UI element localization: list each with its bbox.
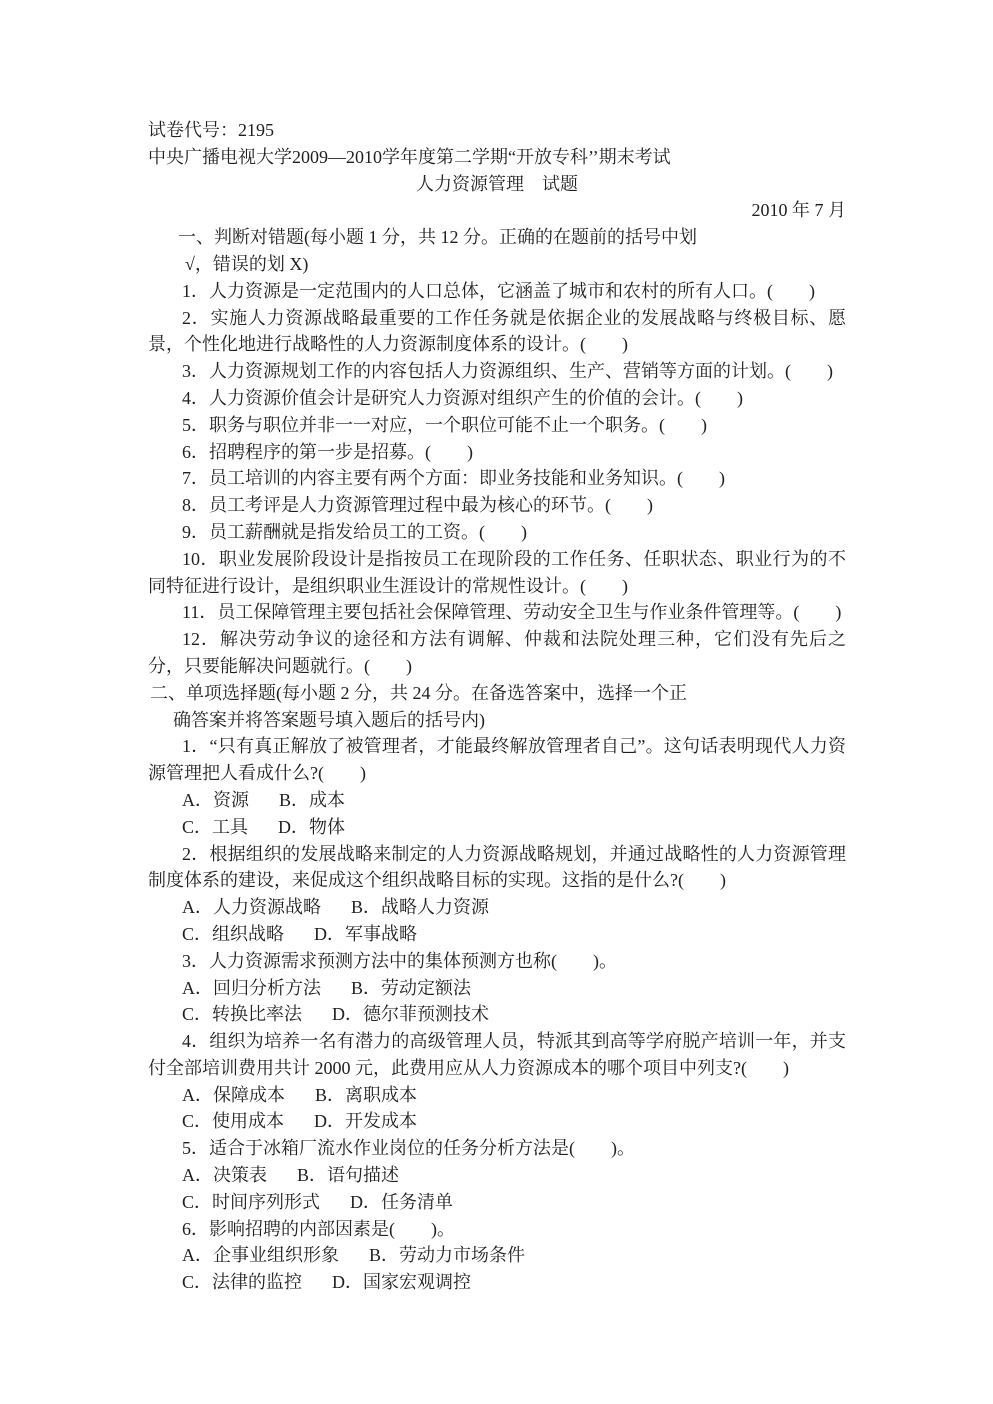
option-a: A．保障成本 <box>182 1084 285 1105</box>
section2-heading-line1: 二、单项选择题(每小题 2 分，共 24 分。在备选答案中，选择一个正 <box>150 682 687 703</box>
option-b: B．战略人力资源 <box>351 897 490 918</box>
option-d: D．开发成本 <box>314 1111 418 1132</box>
option-d: D．国家宏观调控 <box>332 1272 472 1293</box>
item-number: 6． <box>182 441 209 462</box>
item-number: 3． <box>182 361 209 382</box>
choice-question-4-options-row2 <box>148 1108 846 1135</box>
item-number: 4． <box>182 387 209 408</box>
choice-question-2-options-row2 <box>148 921 846 948</box>
question-text: 人力资源需求预测方法中的集体预测方也称( )。 <box>209 950 617 971</box>
item-number: 2． <box>182 307 211 328</box>
question-number: 1． <box>182 736 210 757</box>
item-text: 员工保障管理主要包括社会保障管理、劳动安全卫生与作业条件管理等。( ) <box>217 602 842 623</box>
choice-question-1-options-row1 <box>148 787 846 814</box>
section1-heading-line1: 一、判断对错题(每小题 1 分，共 12 分。正确的在题前的括号中划 <box>178 227 697 248</box>
item-text: 员工培训的内容主要有两个方面：即业务技能和业务知识。( ) <box>209 468 725 489</box>
option-c: C．法律的监控 <box>182 1272 303 1293</box>
judgment-item-4 <box>148 385 846 412</box>
item-text: 实施人力资源战略最重要的工作任务就是依据企业的发展战略与终极目标、愿景，个性化地进行战略性的人力资源制度体系的设计。( ) <box>148 307 847 355</box>
question-number: 6． <box>182 1218 209 1239</box>
section1-heading-line2: √，错误的划 X) <box>185 253 309 274</box>
exam-date: 2010 年 7 月 <box>751 200 846 221</box>
judgment-item-6 <box>148 439 846 466</box>
choice-question-5-stem <box>148 1135 846 1162</box>
choice-question-2-options-row1 <box>148 894 846 921</box>
choice-question-3-options-row1 <box>148 975 846 1002</box>
item-number: 12． <box>182 629 220 650</box>
judgment-item-2 <box>148 305 846 359</box>
item-number: 10． <box>182 548 219 569</box>
item-number: 1． <box>182 280 209 301</box>
item-number: 5． <box>182 414 209 435</box>
item-text: 人力资源价值会计是研究人力资源对组织产生的价值的会计。( ) <box>209 387 743 408</box>
option-b: B．成本 <box>279 789 346 810</box>
option-d: D．物体 <box>278 816 346 837</box>
choice-question-1-stem <box>148 733 846 787</box>
item-number: 8． <box>182 495 209 516</box>
choice-question-6-options-row1 <box>148 1242 846 1269</box>
judgment-item-11 <box>148 599 846 626</box>
question-text: 影响招聘的内部因素是( )。 <box>209 1218 455 1239</box>
choice-question-2-stem <box>148 841 846 895</box>
exam-code: 试卷代号：2195 <box>148 120 274 140</box>
option-a: A．回归分析方法 <box>182 977 321 998</box>
item-number: 9． <box>182 521 209 542</box>
choice-question-3-options-row2 <box>148 1001 846 1028</box>
question-text: “只有真正解放了被管理者，才能最终解放管理者自己”。这句话表明现代人力资源管理把人看成什么?( ) <box>148 736 847 784</box>
option-b: B．离职成本 <box>315 1084 418 1105</box>
judgment-item-5 <box>148 412 846 439</box>
question-number: 2． <box>182 843 210 864</box>
question-number: 4． <box>182 1031 210 1052</box>
section2-heading-line2: 确答案并将答案题号填入题后的括号内) <box>173 709 485 730</box>
option-d: D．任务清单 <box>350 1191 454 1212</box>
option-a: A．资源 <box>182 789 249 810</box>
option-a: A．企事业组织形象 <box>182 1245 339 1266</box>
item-number: 7． <box>182 468 209 489</box>
question-number: 3． <box>182 950 209 971</box>
option-c: C．时间序列形式 <box>182 1191 321 1212</box>
question-text: 根据组织的发展战略来制定的人力资源战略规划，并通过战略性的人力资源管理制度体系的建设，来促成这个组织战略目标的实现。这指的是什么?( ) <box>148 843 846 891</box>
judgment-item-10 <box>148 546 846 600</box>
option-b: B．劳动定额法 <box>351 977 472 998</box>
choice-question-1-options-row2 <box>148 814 846 841</box>
item-text: 人力资源是一定范围内的人口总体，它涵盖了城市和农村的所有人口。( ) <box>209 280 815 301</box>
choice-question-3-stem <box>148 948 846 975</box>
document-body <box>148 117 846 1296</box>
judgment-item-12 <box>148 626 846 680</box>
option-c: C．使用成本 <box>182 1111 285 1132</box>
option-a: A．决策表 <box>182 1165 267 1186</box>
judgment-item-7 <box>148 465 846 492</box>
item-number: 11． <box>182 602 218 623</box>
item-text: 解决劳动争议的途径和方法有调解、仲裁和法院处理三种，它们没有先后之分，只要能解决问题就行。( ) <box>148 629 846 676</box>
question-text: 适合于冰箱厂流水作业岗位的任务分析方法是( )。 <box>209 1138 635 1159</box>
item-text: 员工薪酬就是指发给员工的工资。( ) <box>209 521 527 542</box>
option-b: B．语句描述 <box>297 1165 400 1186</box>
option-d: D．德尔菲预测技术 <box>332 1004 490 1025</box>
choice-question-4-options-row1 <box>148 1082 846 1109</box>
question-number: 5． <box>182 1138 209 1159</box>
judgment-item-9 <box>148 519 846 546</box>
item-text: 人力资源规划工作的内容包括人力资源组织、生产、营销等方面的计划。( ) <box>209 361 833 382</box>
judgment-item-3 <box>148 358 846 385</box>
paper-title: 人力资源管理 试题 <box>416 173 578 194</box>
option-c: C．组织战略 <box>182 923 285 944</box>
question-text: 组织为培养一名有潜力的高级管理人员，特派其到高等学府脱产培训一年，并支付全部培训费用共计 2000 元，此费用应从人力资源成本的哪个项目中列支?( ) <box>148 1031 846 1078</box>
choice-question-4-stem <box>148 1028 846 1082</box>
option-c: C．工具 <box>182 816 249 837</box>
item-text: 员工考评是人力资源管理过程中最为核心的环节。( ) <box>209 495 653 516</box>
item-text: 职务与职位并非一一对应，一个职位可能不止一个职务。( ) <box>209 414 707 435</box>
option-d: D．军事战略 <box>314 923 418 944</box>
item-text: 招聘程序的第一步是招募。( ) <box>209 441 473 462</box>
option-a: A．人力资源战略 <box>182 897 321 918</box>
option-c: C．转换比率法 <box>182 1004 303 1025</box>
choice-question-6-options-row2 <box>148 1269 846 1296</box>
judgment-item-1 <box>148 278 846 305</box>
item-text: 职业发展阶段设计是指按员工在现阶段的工作任务、任职状态、职业行为的不同特征进行设计，是组织职业生涯设计的常规性设计。( ) <box>148 548 847 596</box>
choice-question-6-stem <box>148 1216 846 1243</box>
option-b: B．劳动力市场条件 <box>369 1245 526 1266</box>
judgment-item-8 <box>148 492 846 519</box>
school-line: 中央广播电视大学2009—2010学年度第二学期“开放专科’’期末考试 <box>148 146 671 167</box>
choice-question-5-options-row2 <box>148 1189 846 1216</box>
choice-question-5-options-row1 <box>148 1162 846 1189</box>
